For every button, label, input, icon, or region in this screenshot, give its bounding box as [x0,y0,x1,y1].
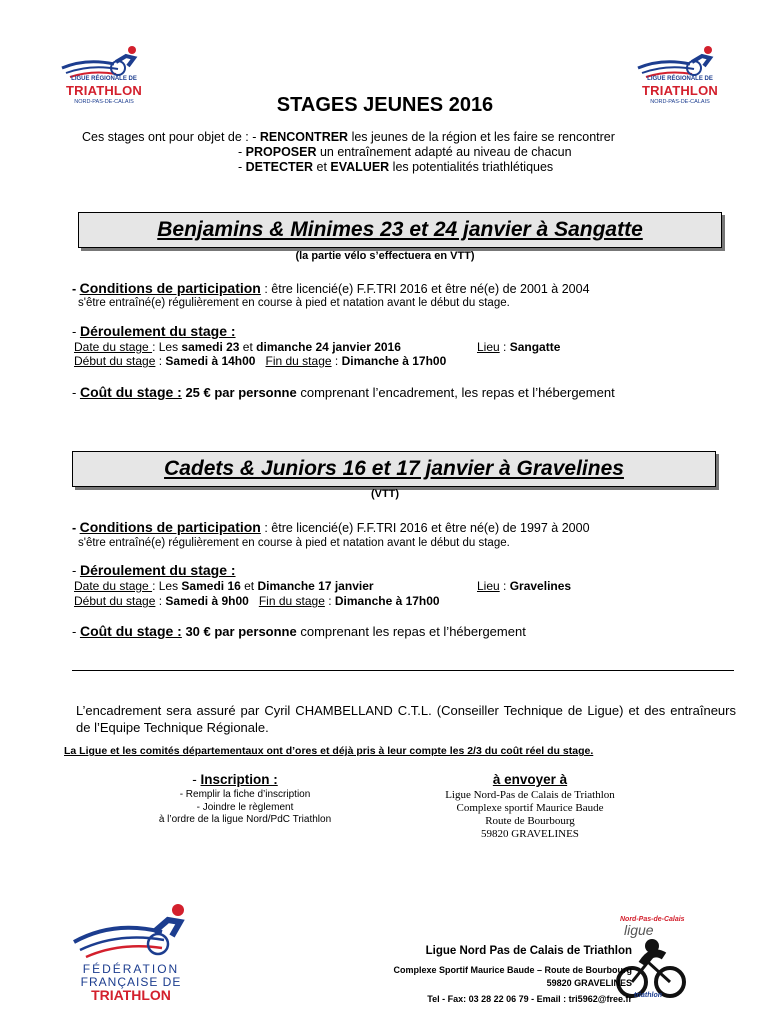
stage2-horaires: Début du stage : Samedi à 9h00 Fin du stage : Dimanche à 17h00 [74,594,440,608]
ligue-note: La Ligue et les comités départementaux ont d’ores et déjà pris à leur compte les 2/3 du coût réel du stage. [64,745,594,757]
encadrement-text: L’encadrement sera assuré par Cyril CHAMBELLAND C.T.L. (Conseiller Technique de Ligue) et des entraîneurs de l’Equipe Technique Régionale. [76,703,736,735]
federation-line-2: FRANÇAISE DE [80,975,182,989]
envoyer-line-3: Route de Bourbourg [485,815,575,827]
ligue-mascot-logo [612,916,692,1006]
envoyer-line-2: Complexe sportif Maurice Baude [456,802,604,814]
ligue-region: NORD-PAS-DE-CALAIS [650,99,710,105]
envoyer-heading: à envoyer à [492,772,568,787]
stage1-date: Date du stage : Les samedi 23 et dimanche 24 janvier 2016 [74,340,401,354]
stage2-note: (VTT) [370,488,400,500]
stage1-note: (la partie vélo s’effectuera en VTT) [295,250,475,262]
inscription-list [110,789,380,827]
footer-address: Complexe Sportif Maurice Baude – Route de Bourbourg [393,965,632,975]
federation-line-1: FÉDÉRATION [82,962,180,976]
page-title: STAGES JEUNES 2016 [276,94,494,116]
stage1-lieu: Lieu : Sangatte [477,340,561,354]
envoyer-address [410,789,650,841]
stage1-conditions: - Conditions de participation : être licencié(e) F.F.TRI 2016 et être né(e) de 2001 à 2004 [72,280,590,296]
triathlete-icon [632,44,728,78]
stage2-conditions: - Conditions de participation : être licencié(e) F.F.TRI 2016 et être né(e) de 1997 à 2000 [72,519,590,535]
stage1-deroulement: - Déroulement du stage : [72,323,236,339]
mascot-line-2: ligue [624,922,654,938]
stage2-cout: - Coût du stage : 30 € par personne comprenant les repas et l’hébergement [72,623,526,639]
stage1-cout: - Coût du stage : 25 € par personne comprenant l’encadrement, les repas et l’hébergement [72,384,615,400]
stage2-date: Date du stage : Les Samedi 16 et Dimanche 17 janvier [74,579,374,593]
inscription-heading: - Inscription : [192,772,278,787]
inscription-line-2: - Joindre le règlement [196,801,294,813]
ligue-name: LIGUE RÉGIONALE DE [71,76,137,82]
mascot-line-1: Nord-Pas-de-Calais [620,916,685,923]
stage1-heading: Benjamins & Minimes 23 et 24 janvier à Sangatte [78,212,722,248]
stage1-conditions-2: s'être entraîné(e) régulièrement en course à pied et natation avant le début du stage. [78,297,510,309]
stage2-heading: Cadets & Juniors 16 et 17 janvier à Gravelines [72,451,716,487]
footer-name: Ligue Nord Pas de Calais de Triathlon [425,945,632,957]
stage2-deroulement: - Déroulement du stage : [72,562,236,578]
footer-contact: Tel - Fax: 03 28 22 06 79 - Email : tri5962@free.fr [427,994,632,1004]
stage2-conditions-2: s'être entraîné(e) régulièrement en course à pied et natation avant le début du stage. [78,537,510,549]
intro-line-3: - DETECTER et EVALUER les potentialités triathlétiques [238,160,554,174]
envoyer-line-4: 59820 GRAVELINES [481,828,579,840]
ligue-name: LIGUE RÉGIONALE DE [647,76,713,82]
envoyer-line-1: Ligue Nord-Pas de Calais de Triathlon [445,789,615,801]
federation-line-3: TRIATHLON [91,987,171,1003]
federation-logo [66,902,196,1002]
ligue-region: NORD-PAS-DE-CALAIS [74,99,134,105]
stage2-lieu: Lieu : Gravelines [477,579,572,593]
mascot-line-3: triathlon [634,992,662,999]
triathlete-icon [56,44,152,78]
divider [72,670,734,671]
ligue-tri: TRIATHLON [66,83,142,98]
intro-line-1: Ces stages ont pour objet de : - RENCONTRER les jeunes de la région et les faire se rencontrer [82,130,615,144]
stage1-horaires: Début du stage : Samedi à 14h00 Fin du stage : Dimanche à 17h00 [74,354,447,368]
ligue-tri: TRIATHLON [642,83,718,98]
inscription-line-1: - Remplir la fiche d’inscription [179,789,311,800]
triathlete-icon [66,902,196,960]
footer-city: 59820 GRAVELINES [546,978,632,988]
intro-line-2: - PROPOSER un entraînement adapté au niveau de chacun [238,145,572,159]
inscription-line-3: à l’ordre de la ligue Nord/PdC Triathlon [158,814,332,825]
